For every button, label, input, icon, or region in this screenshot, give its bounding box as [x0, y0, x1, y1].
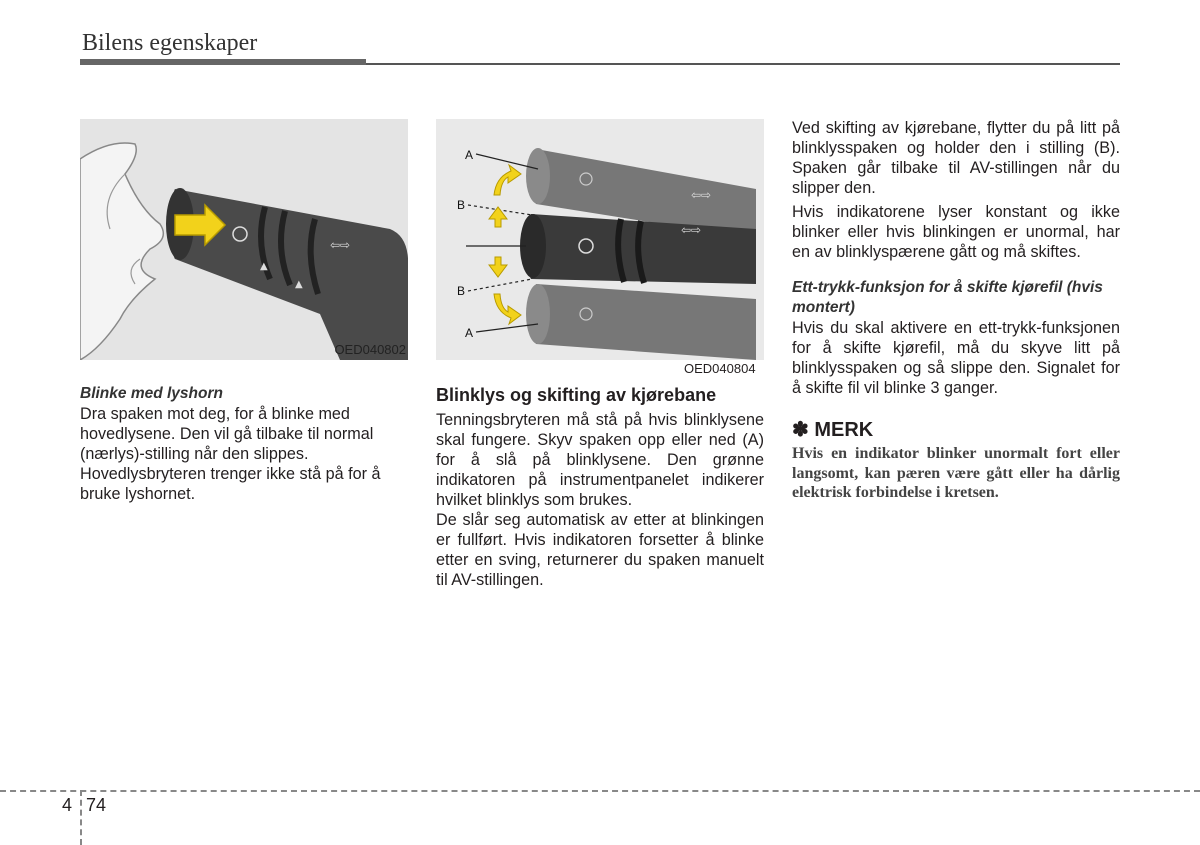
figure-turn-signal-positions — [436, 119, 764, 360]
paragraph: Ved skifting av kjørebane, flytter du på litt på blinklysspaken og holder den i stilling (B). Spaken går tilbake til AV-stillingen når du slipper den. — [792, 119, 1120, 197]
paragraph: De slår seg automatisk av etter at blinkingen er fullført. Hvis indikatoren forsetter å blinke etter en sving, returnerer du spaken manuelt til AV-stillingen. — [436, 511, 764, 589]
figure-code: OED040802 — [334, 342, 406, 357]
note-body: Hvis en indikator blinker unormalt fort eller langsomt, kan pæren være gått eller ha dårlig elektrisk forbindelse i kretsen. — [792, 445, 1120, 501]
svg-text:⇦⇨: ⇦⇨ — [691, 188, 712, 202]
paragraph: Tenningsbryteren må stå på hvis blinklysene skal fungere. Skyv spaken opp eller ned (A) for å slå på blinklysene. Den grønne indikatoren på instrumentpanelet indikerer hvilket blinklys som brukes. — [436, 411, 764, 509]
label-b-top: B — [457, 198, 466, 212]
column-2 — [436, 384, 764, 590]
footer-rule — [0, 790, 1200, 792]
svg-text:▲: ▲ — [295, 279, 303, 290]
paragraph: Hvis du skal aktivere en ett-trykk-funksjonen for å skifte kjørefil, må du skyve litt på blinklysspaken og så slippe den. Signalet for å skifte fil vil blinke 3 ganger. — [792, 319, 1120, 397]
illustration-hand-on-stalk — [80, 119, 408, 360]
subheading-one-touch-lane-change: Ett-trykk-funksjon for å skifte kjørefil (hvis montert) — [792, 279, 1103, 316]
header-rule — [80, 59, 366, 65]
page-header-title: Bilens egenskaper — [82, 30, 258, 56]
svg-text:⇦⇨: ⇦⇨ — [330, 238, 351, 252]
label-a-top: A — [465, 148, 474, 162]
svg-text:⇦⇨: ⇦⇨ — [681, 223, 702, 237]
footer-divider — [80, 790, 82, 845]
column-3 — [792, 118, 1120, 503]
label-a-bottom: A — [465, 326, 474, 340]
illustration-stalk-positions — [436, 119, 764, 360]
paragraph: Dra spaken mot deg, for å blinke med hovedlysene. Den vil gå tilbake til normal (nærlys)-stilling når den slippes. Hovedlysbryteren trenger ikke stå på for å bruke lyshornet. — [80, 405, 381, 503]
page-number: 74 — [86, 795, 107, 815]
paragraph: Hvis indikatorene lyser konstant og ikke blinker eller hvis blinkingen er unormal, har en av blinklyspærene gått og må skiftes. — [792, 203, 1120, 261]
column-1 — [80, 384, 408, 504]
section-heading-turn-signals: Blinklys og skifting av kjørebane — [436, 385, 717, 405]
header-rule-thin — [366, 63, 1120, 65]
note-title: ✽ MERK — [792, 419, 874, 441]
figure-code: OED040804 — [684, 361, 756, 376]
figure-flash-to-pass — [80, 119, 408, 360]
label-b-bottom: B — [457, 284, 466, 298]
subheading-flash-to-pass: Blinke med lyshorn — [80, 385, 223, 402]
svg-text:▲: ▲ — [260, 261, 268, 272]
chapter-number: 4 — [62, 795, 73, 815]
